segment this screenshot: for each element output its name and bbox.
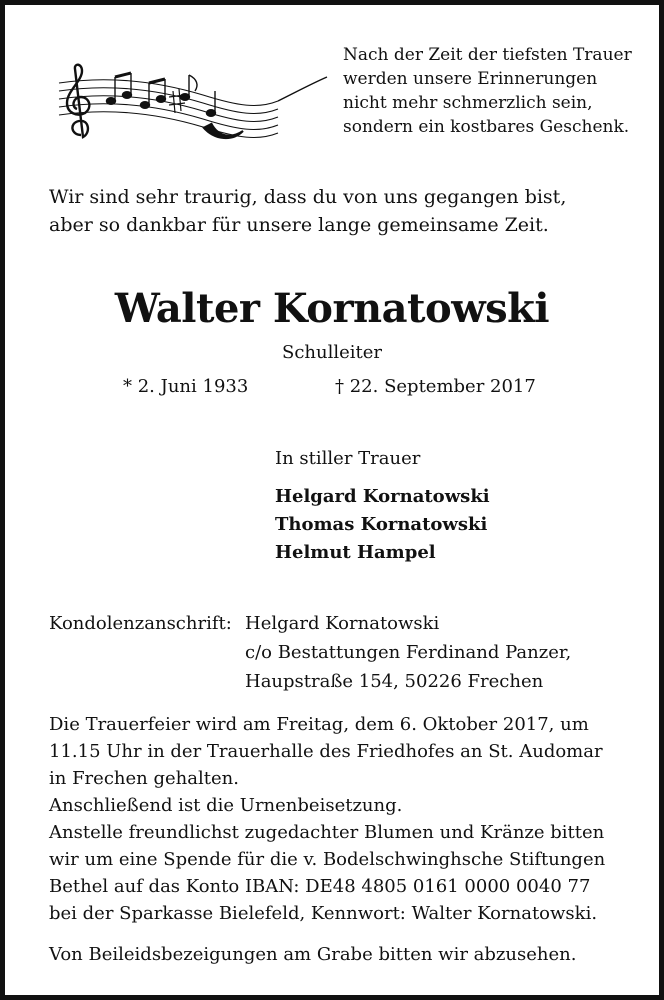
info-line: Bethel auf das Konto IBAN: DE48 4805 0161 0000 0040 77 bbox=[49, 876, 591, 897]
info-line: Anstelle freundlichst zugedachter Blumen und Kränze bitten bbox=[49, 822, 605, 843]
mourner-name: Helmut Hampel bbox=[275, 542, 436, 563]
poem bbox=[343, 43, 632, 139]
info-line: 11.15 Uhr in der Trauerhalle des Friedhofes an St. Audomar bbox=[49, 741, 603, 762]
info-line: Die Trauerfeier wird am Freitag, dem 6. Oktober 2017, um bbox=[49, 714, 589, 735]
mourner-name: Thomas Kornatowski bbox=[275, 514, 488, 535]
intro-line: aber so dankbar für unsere lange gemeinsame Zeit. bbox=[49, 214, 549, 236]
deceased-profession: Schulleiter bbox=[281, 342, 382, 363]
intro-line: Wir sind sehr traurig, dass du von uns gegangen bist, bbox=[49, 186, 567, 208]
mourning-heading: In stiller Trauer bbox=[275, 448, 421, 469]
condolence-address bbox=[245, 609, 571, 696]
condolence-line: Helgard Kornatowski bbox=[245, 613, 440, 634]
deceased-name: Walter Kornatowski bbox=[114, 285, 550, 332]
poem-line: werden unsere Erinnerungen bbox=[343, 69, 598, 89]
ceremony-info bbox=[49, 711, 605, 927]
music-staff-illustration bbox=[53, 61, 329, 143]
info-line: Anschließend ist die Urnenbeisetzung. bbox=[49, 795, 403, 816]
poem-line: Nach der Zeit der tiefsten Trauer bbox=[343, 45, 632, 65]
mourner-name: Helgard Kornatowski bbox=[275, 486, 490, 507]
condolence-line: c/o Bestattungen Ferdinand Panzer, bbox=[245, 642, 572, 663]
poem-line: nicht mehr schmerzlich sein, bbox=[343, 93, 593, 113]
intro-text bbox=[49, 183, 566, 239]
condolence-line: Haupstraße 154, 50226 Frechen bbox=[245, 671, 544, 692]
info-line: bei der Sparkasse Bielefeld, Kennwort: Walter Kornatowski. bbox=[49, 903, 598, 924]
info-line: wir um eine Spende für die v. Bodelschwinghsche Stiftungen bbox=[49, 849, 606, 870]
condolence-label: Kondolenzanschrift: bbox=[49, 613, 232, 634]
info-line: in Frechen gehalten. bbox=[49, 768, 239, 789]
death-date: † 22. September 2017 bbox=[335, 376, 536, 397]
poem-line: sondern ein kostbares Geschenk. bbox=[343, 117, 630, 137]
birth-date: * 2. Juni 1933 bbox=[123, 376, 249, 397]
mourner-list bbox=[275, 483, 490, 567]
closing-note: Von Beileidsbezeigungen am Grabe bitten wir abzusehen. bbox=[49, 944, 577, 965]
